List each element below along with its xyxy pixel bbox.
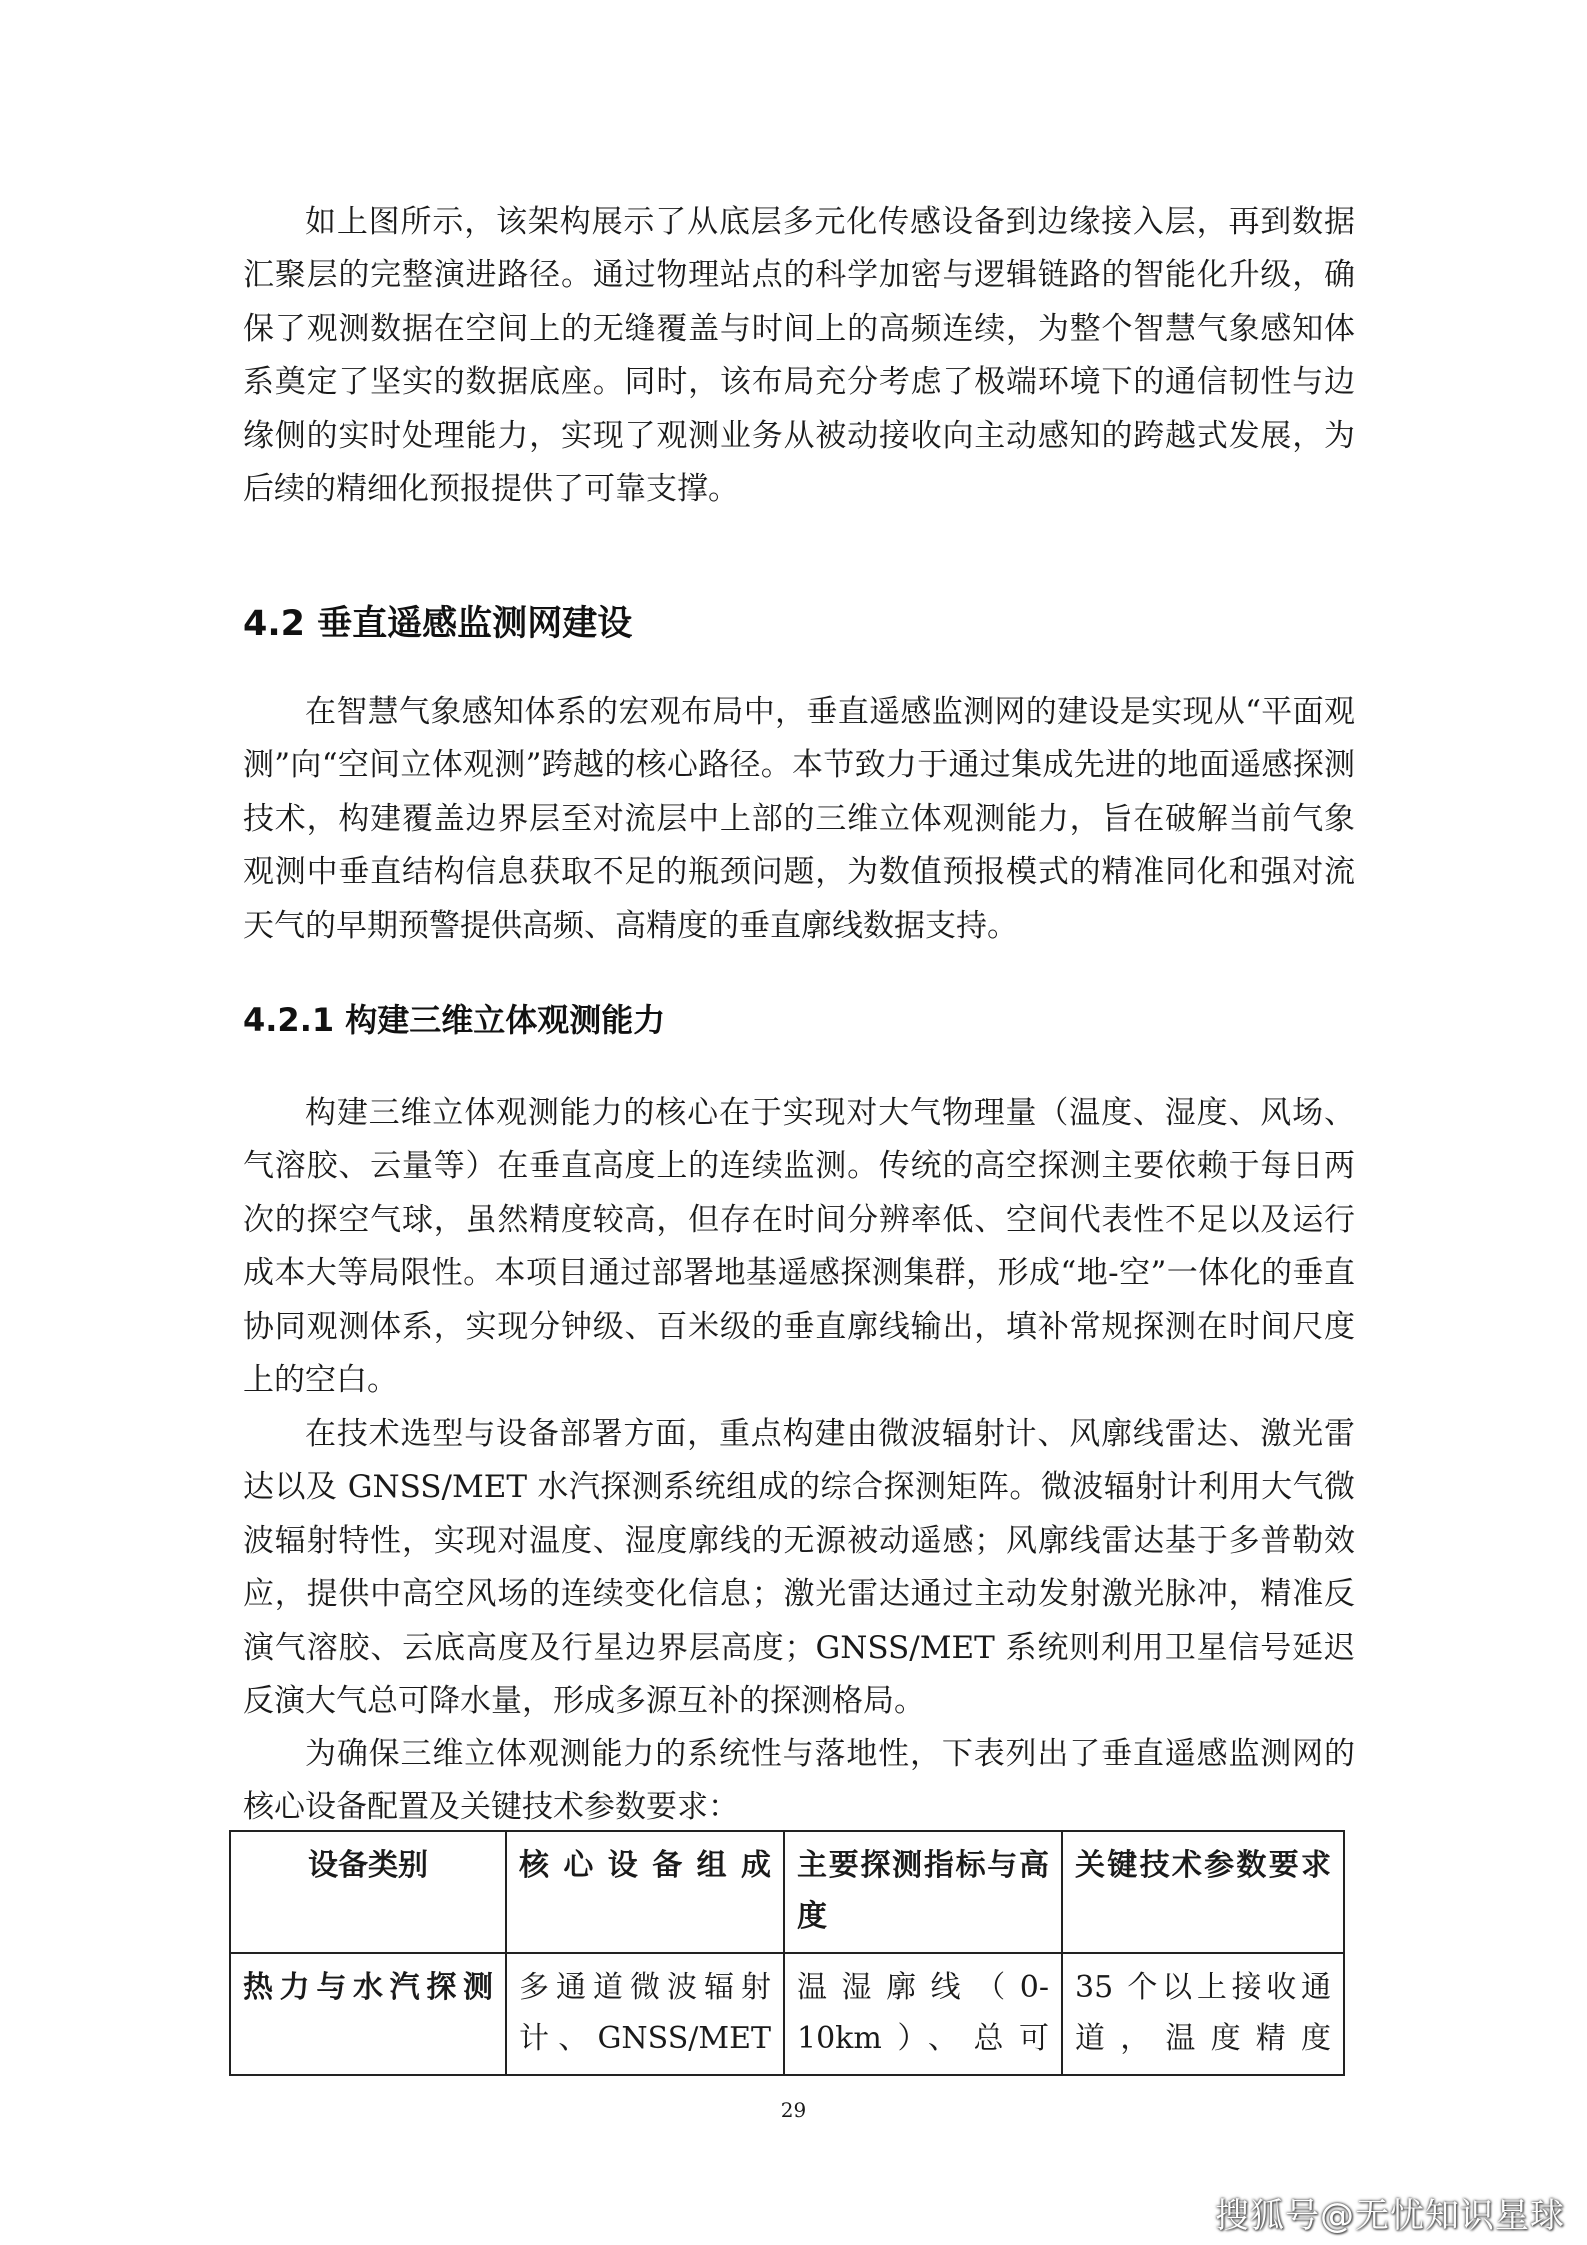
table-header-cell: 主要探测指标与高度 (784, 1831, 1062, 1953)
table-header-cell: 设备类别 (230, 1831, 506, 1953)
table-cell: 35 个以上接收通道，温度精度 (1062, 1953, 1344, 2075)
paragraph-intro: 如上图所示，该架构展示了从底层多元化传感设备到边缘接入层，再到数据汇聚层的完整演进路径。通过物理站点的科学加密与逻辑链路的智能化升级，确保了观测数据在空间上的无缝覆盖与时间上的高频连续，为整个智慧气象感知体系奠定了坚实的数据底座。同时，该布局充分考虑了极端环境下的通信韧性与边缘侧的实时处理能力，实现了观测业务从被动接收向主动感知的跨越式发展，为后续的精细化预报提供了可靠支撑。 (243, 204, 1355, 508)
table-header-cell: 核心设备组成 (506, 1831, 784, 1953)
section-heading: 4.2 垂直遥感监测网建设 (243, 604, 633, 644)
watermark: 搜狐号@无忧知识星球 (1215, 2196, 1565, 2236)
table-header-row (230, 1831, 1344, 1953)
table-cell: 多通道微波辐射计、GNSS/MET (506, 1953, 784, 2075)
paragraph-3: 为确保三维立体观测能力的系统性与落地性，下表列出了垂直遥感监测网的核心设备配置及关键技术参数要求： (243, 1736, 1355, 1826)
paragraph-2: 在技术选型与设备部署方面，重点构建由微波辐射计、风廓线雷达、激光雷达以及 GNSS/MET 水汽探测系统组成的综合探测矩阵。微波辐射计利用大气微波辐射特性，实现对温度、湿度廓线的无源被动遥感；风廓线雷达基于多普勒效应，提供中高空风场的连续变化信息；激光雷达通过主动发射激光脉冲，精准反演气溶胶、云底高度及行星边界层高度；GNSS/MET 系统则利用卫星信号延迟反演大气总可降水量，形成多源互补的探测格局。 (243, 1416, 1355, 1720)
paragraph-section-intro: 在智慧气象感知体系的宏观布局中，垂直遥感监测网的建设是实现从“平面观测”向“空间立体观测”跨越的核心路径。本节致力于通过集成先进的地面遥感探测技术，构建覆盖边界层至对流层中上部的三维立体观测能力，旨在破解当前气象观测中垂直结构信息获取不足的瓶颈问题，为数值预报模式的精准同化和强对流天气的早期预警提供高频、高精度的垂直廓线数据支持。 (243, 694, 1355, 944)
subsection-heading: 4.2.1 构建三维立体观测能力 (243, 1001, 666, 1039)
table-cell: 热力与水汽探测 (230, 1953, 506, 2075)
table-cell: 温湿廓线（0-10km）、总可 (784, 1953, 1062, 2075)
table-row (230, 1953, 1344, 2075)
equipment-spec-table (229, 1830, 1345, 2076)
page-number: 29 (780, 2098, 807, 2122)
paragraph-1: 构建三维立体观测能力的核心在于实现对大气物理量（温度、湿度、风场、气溶胶、云量等）在垂直高度上的连续监测。传统的高空探测主要依赖于每日两次的探空气球，虽然精度较高，但存在时间分辨率低、空间代表性不足以及运行成本大等局限性。本项目通过部署地基遥感探测集群，形成“地-空”一体化的垂直协同观测体系，实现分钟级、百米级的垂直廓线输出，填补常规探测在时间尺度上的空白。 (243, 1095, 1355, 1399)
table-header-cell: 关键技术参数要求 (1062, 1831, 1344, 1953)
